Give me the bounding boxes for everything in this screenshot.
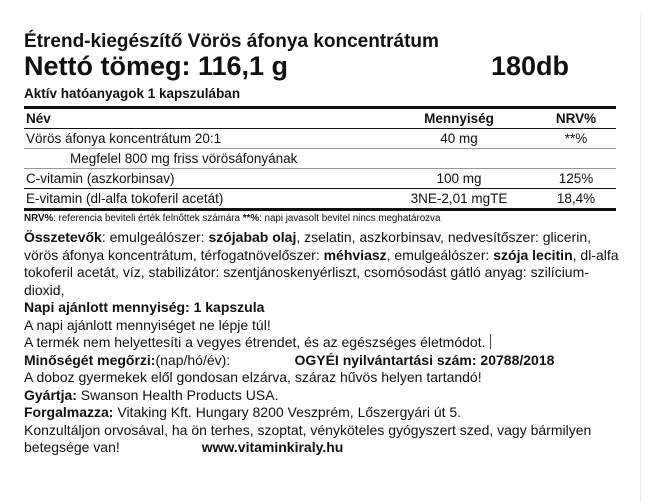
col-amount: Mennyiség: [424, 111, 494, 126]
col-name: Név: [26, 111, 51, 126]
row-name: Vörös áfonya koncentrátum 20:1: [26, 131, 222, 146]
nutrition-table: [24, 106, 616, 211]
product-title: Étrend-kiegészítő Vörös áfonya koncentrátum: [24, 31, 439, 52]
row-amount: 40 mg: [440, 131, 478, 146]
table-row: [24, 169, 616, 189]
website-link[interactable]: www.vitaminkiraly.hu: [201, 439, 344, 455]
daily-dosage: Napi ajánlott mennyiség: 1 kapszula: [24, 299, 265, 315]
label-body: [24, 229, 624, 457]
row-name: Megfelel 800 mg friss vörösáfonyának: [70, 151, 298, 166]
row-nrv: 125%: [558, 171, 594, 186]
row-name: E-vitamin (dl-alfa tokoferil acetát): [26, 191, 224, 206]
dosage-warning: A napi ajánlott mennyiséget ne lépje túl!: [24, 316, 271, 333]
row-amount: 3NE-2,01 mgTE: [410, 191, 508, 206]
table-row: [24, 129, 616, 149]
ingredients: Összetevők: emulgeálószer: szójabab olaj, zselatin, aszkorbinsav, nedvesítőszer: glicerin, vörös áfonya koncentrátum, térfogatnövelőszer: méhviasz, emulgeálószer: szója lecitin, dl-alfa tokoferil acetát, víz, stabilizátor: szentjánoskenyérliszt, csomósodást gátló anyag: szilícium-dioxid,: [24, 229, 619, 298]
consult-notice: Konzultáljon orvosával, ha ön terhes, szoptat, vényköteles gyógyszert szed, vagy bármilyen betegsége van! www.vitaminkiraly.hu: [24, 421, 592, 455]
col-nrv: NRV%: [555, 111, 597, 126]
table-row: [24, 189, 616, 210]
capsule-count: 180db: [491, 51, 570, 81]
best-before: Minőségét megőrzi:(nap/hó/év): OGYÉI nyilvántartási szám: 20788/2018: [24, 351, 555, 368]
row-amount: 100 mg: [436, 171, 482, 186]
manufacturer: Gyártja: Swanson Health Products USA.: [24, 386, 279, 403]
text-cursor: [490, 334, 491, 349]
page-edge-border: [640, 14, 641, 502]
row-nrv: 18,4%: [556, 191, 596, 206]
row-amount: [382, 149, 536, 169]
net-weight: Nettó tömeg: 116,1 g: [24, 51, 289, 81]
nrv-footnote: NRV%: referencia beviteli érték felnőttek számára **%: napi javasolt bevitel nincs meghatározva: [24, 213, 441, 224]
table-row: [24, 149, 616, 169]
row-nrv: **%: [564, 131, 588, 146]
storage-instructions: A doboz gyermekek elől gondosan elzárva, száraz hűvös helyen tartandó!: [24, 369, 482, 385]
row-name: C-vitamin (aszkorbinsav): [26, 171, 175, 186]
active-ingredients-caption: Aktív hatóanyagok 1 kapszulában: [24, 86, 241, 101]
registration-number: OGYÉI nyilvántartási szám: 20788/2018: [294, 351, 555, 368]
row-nrv: [536, 149, 616, 169]
table-header-row: [24, 108, 616, 129]
diet-warning: A termék nem helyettesíti a vegyes étrendet, és az egészséges életmódot.: [24, 334, 624, 352]
distributor: Forgalmazza: Vitaking Kft. Hungary 8200 Veszprém, Lőszergyári út 5.: [24, 404, 462, 420]
